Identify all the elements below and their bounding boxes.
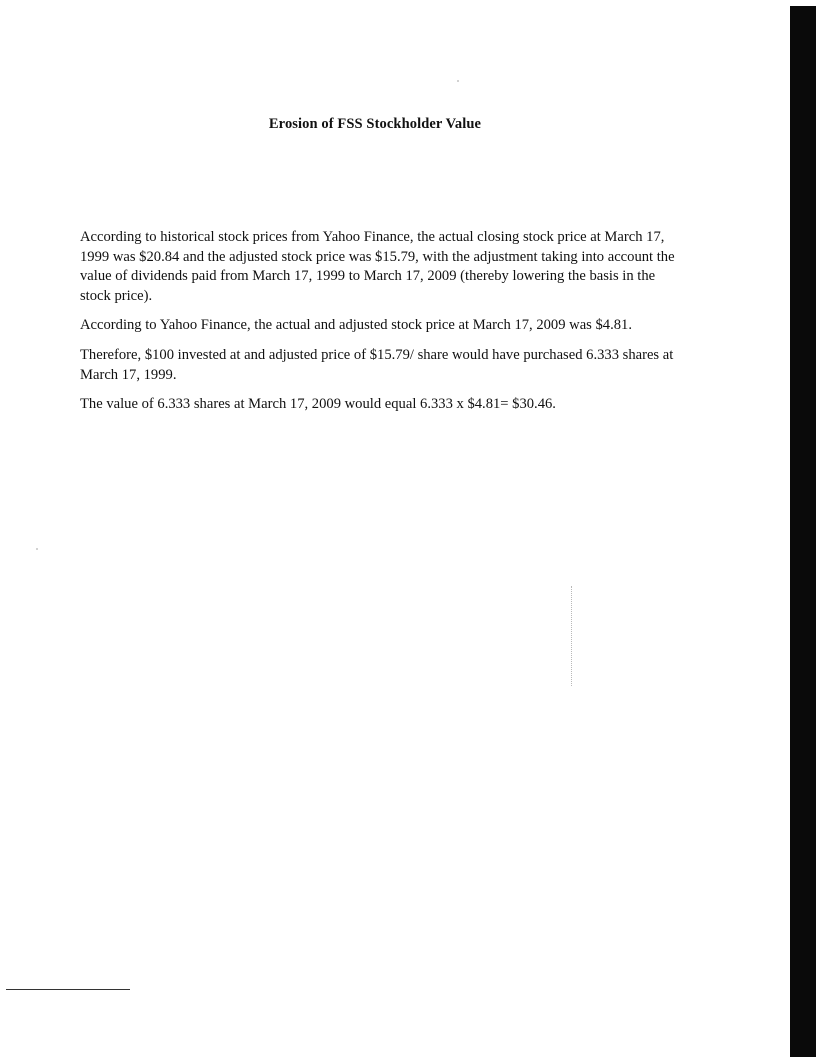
document-title: Erosion of FSS Stockholder Value	[268, 116, 482, 132]
scan-speck	[36, 548, 38, 550]
paragraph-historical-prices: According to historical stock prices from Yahoo Finance, the actual closing stock price at March 17, 1999 was $20.84 and the adjusted stock price was $15.79, with the adjustment taking into account the value of dividends paid from March 17, 1999 to March 17, 2009 (thereby lowering the basis in the stock price).	[80, 229, 675, 304]
paragraph-shares-purchased: Therefore, $100 invested at and adjusted price of $15.79/ share would have purchased 6.333 shares at March 17, 1999.	[80, 346, 674, 383]
document-body	[80, 228, 678, 425]
footnote-rule	[6, 989, 130, 990]
paragraph-2009-price: According to Yahoo Finance, the actual and adjusted stock price at March 17, 2009 was $4.81.	[80, 317, 632, 334]
scan-speck	[457, 80, 459, 82]
paragraph-share-value: The value of 6.333 shares at March 17, 2009 would equal 6.333 x $4.81= $30.46.	[80, 396, 556, 413]
scan-border	[790, 6, 816, 1057]
scan-artifact-line	[571, 586, 572, 686]
